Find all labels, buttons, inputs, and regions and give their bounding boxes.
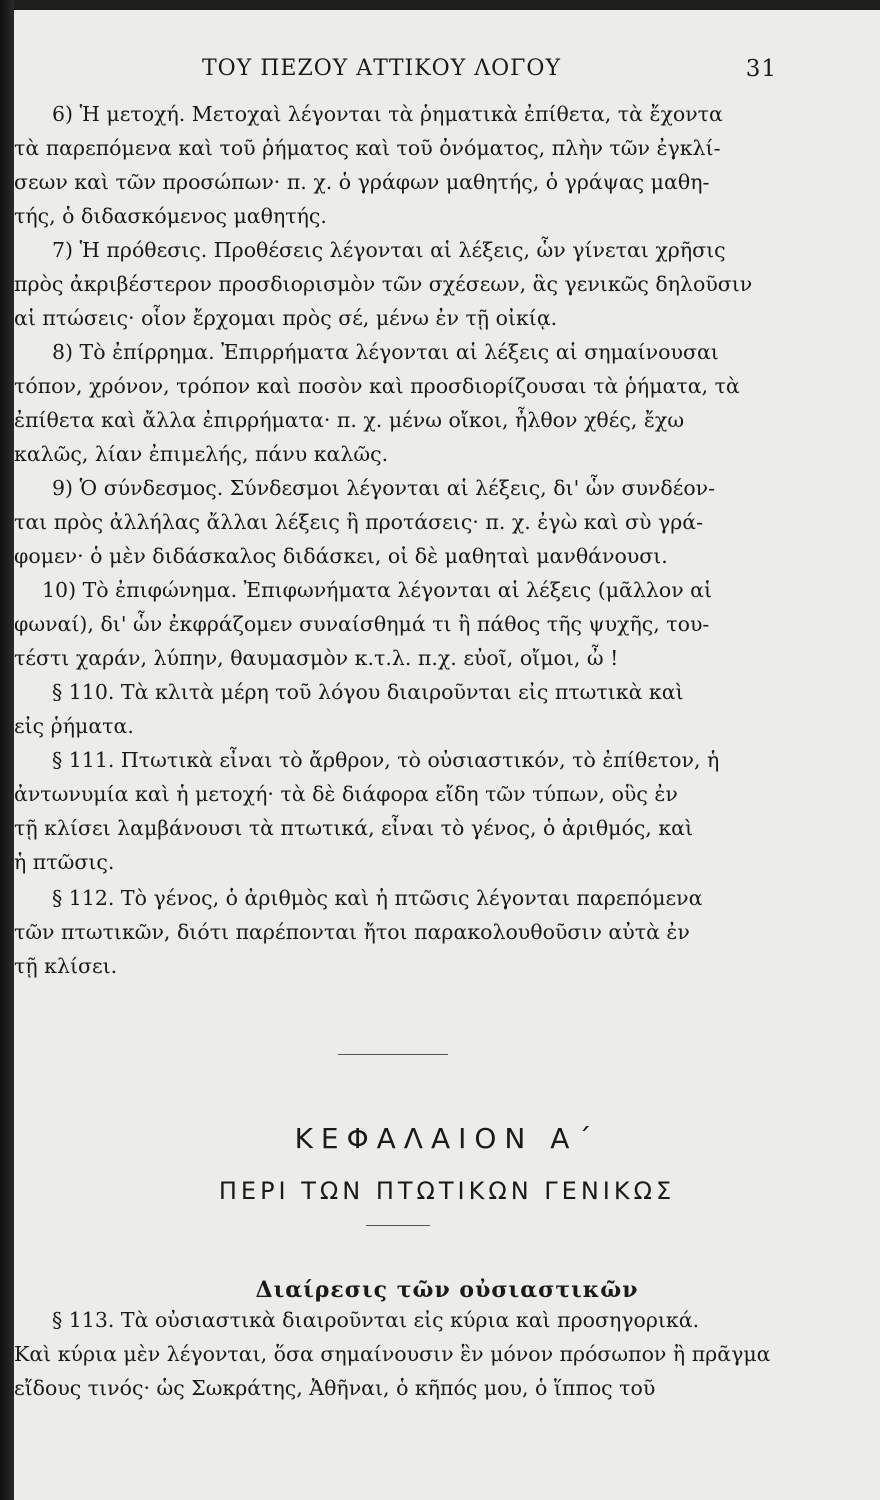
text-line: Καὶ κύρια μὲν λέγονται, ὅσα σημαίνουσιν ἓν μόνον πρόσωπον ἢ πρᾶγμα <box>14 1342 771 1366</box>
text-line: ἡ πτῶσις. <box>14 850 115 874</box>
text-line: 10) Τὸ ἐπιφώνημα. Ἐπιφωνήματα λέγονται αἱ λέξεις (μᾶλλον αἱ <box>42 578 713 602</box>
text-line: § 112. Τὸ γένος, ὁ ἀριθμὸς καὶ ἡ πτῶσις λέγονται παρεπόμενα <box>52 886 703 910</box>
text-line: § 110. Τὰ κλιτὰ μέρη τοῦ λόγου διαιροῦνται εἰς πτωτικὰ καὶ <box>52 680 684 704</box>
text-line: τῇ κλίσει λαμβάνουσι τὰ πτωτικά, εἶναι τὸ γένος, ὁ ἀριθμός, καὶ <box>14 816 694 840</box>
text-line: 8) Τὸ ἐπίρρημα. Ἐπιρρήματα λέγονται αἱ λέξεις αἱ σημαίνουσαι <box>52 340 719 364</box>
page-number: 31 <box>745 56 777 82</box>
text-line: σεων καὶ τῶν προσώπων· π. χ. ὁ γράφων μαθητής, ὁ γράψας μαθη- <box>14 170 710 194</box>
text-line: πρὸς ἀκριβέστερον προσδιορισμὸν τῶν σχέσεων, ἃς γενικῶς δηλοῦσιν <box>14 272 753 296</box>
text-line: § 113. Τὰ οὐσιαστικὰ διαιροῦνται εἰς κύρια καὶ προσηγορικά. <box>52 1308 700 1332</box>
text-line: 6) Ἡ μετοχή. Μετοχαὶ λέγονται τὰ ῥηματικὰ ἐπίθετα, τὰ ἔχοντα <box>52 102 723 126</box>
text-line: § 111. Πτωτικὰ εἶναι τὸ ἄρθρον, τὸ οὐσιαστικόν, τὸ ἐπίθετον, ἡ <box>52 748 720 772</box>
text-line: φωναί), δι' ὧν ἐκφράζομεν συναίσθημά τι ἢ πάθος τῆς ψυχῆς, του- <box>14 612 710 636</box>
text-line: ἐπίθετα καὶ ἄλλα ἐπιρρήματα· π. χ. μένω οἴκοι, ἦλθον χθές, ἔχω <box>14 408 685 432</box>
book-page <box>14 10 880 1500</box>
text-line: τὰ παρεπόμενα καὶ τοῦ ῥήματος καὶ τοῦ ὀνόματος, πλὴν τῶν ἐγκλί- <box>14 136 721 160</box>
text-line: τής, ὁ διδασκόμενος μαθητής. <box>14 204 327 228</box>
page-gutter-shadow <box>0 0 14 1500</box>
divider-rule <box>338 1054 448 1055</box>
chapter-heading: ΚΕΦΑΛΑΙΟΝ Α΄ <box>294 1122 600 1155</box>
text-line: τῇ κλίσει. <box>14 954 118 978</box>
text-line: 7) Ἡ πρόθεσις. Προθέσεις λέγονται αἱ λέξεις, ὧν γίνεται χρῆσις <box>52 238 726 262</box>
text-line: τῶν πτωτικῶν, διότι παρέπονται ἤτοι παρακολουθοῦσιν αὐτὰ ἐν <box>14 920 690 944</box>
text-line: τέστι χαράν, λύπην, θαυμασμὸν κ.τ.λ. π.χ. εὐοῖ, οἴμοι, ὦ ! <box>14 646 619 670</box>
running-header <box>14 56 880 86</box>
text-line: εἰς ῥήματα. <box>14 714 134 738</box>
text-line: εἴδους τινός· ὡς Σωκράτης, Ἀθῆναι, ὁ κῆπός μου, ὁ ἵππος τοῦ <box>14 1376 656 1400</box>
text-line: αἱ πτώσεις· οἷον ἔρχομαι πρὸς σέ, μένω ἐν τῇ οἰκίᾳ. <box>14 306 558 330</box>
text-line: 9) Ὁ σύνδεσμος. Σύνδεσμοι λέγονται αἱ λέξεις, δι' ὧν συνδέον- <box>52 476 716 500</box>
section-heading: Διαίρεσις τῶν οὐσιαστικῶν <box>255 1277 639 1303</box>
text-line: ἀντωνυμία καὶ ἡ μετοχή· τὰ δὲ διάφορα εἴδη τῶν τύπων, οὓς ἐν <box>14 782 678 806</box>
text-line: καλῶς, λίαν ἐπιμελής, πάνυ καλῶς. <box>14 442 389 466</box>
chapter-title: ΠΕΡΙ ΤΩΝ ΠΤΩΤΙΚΩΝ ΓΕΝΙΚΩΣ <box>218 1177 676 1205</box>
text-line: ται πρὸς ἀλλήλας ἄλλαι λέξεις ἢ προτάσεις· π. χ. ἐγὼ καὶ σὺ γρά- <box>14 510 704 534</box>
divider-rule <box>366 1225 430 1226</box>
text-line: φομεν· ὁ μὲν διδάσκαλος διδάσκει, οἱ δὲ μαθηταὶ μανθάνουσι. <box>14 544 668 568</box>
text-line: τόπον, χρόνον, τρόπον καὶ ποσὸν καὶ προσδιορίζουσαι τὰ ῥήματα, τὰ <box>14 374 740 398</box>
running-title: ΤΟΥ ΠΕΖΟΥ ΑΤΤΙΚΟΥ ΛΟΓΟΥ <box>202 56 561 81</box>
